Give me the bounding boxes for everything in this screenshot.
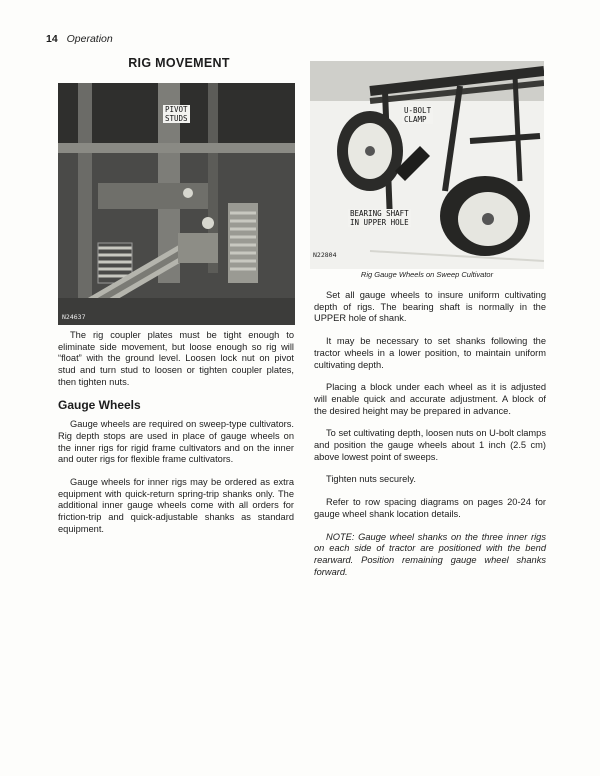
photo-caption: Rig Gauge Wheels on Sweep Cultivator <box>360 270 494 279</box>
left-photo-number: N24637 <box>62 313 86 321</box>
page-number: 14 <box>46 33 58 45</box>
paragraph: Placing a block under each wheel as it is adjusted will enable quick and accurate adjustment. A block of the desired height may be prepared in advance. <box>314 382 546 416</box>
page-header <box>46 33 113 45</box>
paragraph: Refer to row spacing diagrams on pages 20-24 for gauge wheel shank location details. <box>314 497 546 519</box>
bearing-shaft-callout: BEARING SHAFT IN UPPER HOLE <box>350 209 409 227</box>
right-column <box>314 290 546 589</box>
paragraph: Gauge wheels for inner rigs may be ordered as extra equipment with quick-return spring-trip shanks only. The additional inner gauge wheels come with all orders for friction-trip and quick-adjustable shanks as standard equipment. <box>58 477 294 534</box>
u-bolt-clamp-callout: U-BOLT CLAMP <box>404 106 432 124</box>
subheading: Gauge Wheels <box>58 397 141 412</box>
note-paragraph: NOTE: Gauge wheel shanks on the three inner rigs on each side of tractor are positioned with the bend rearward. Position remaining gauge wheel shanks forward. <box>314 531 546 577</box>
paragraph: Gauge wheels are required on sweep-type cultivators. Rig depth stops are used in place of gauge wheels on the inner rigs for rigid frame cultivators and on the inner and outer rigs for flexible frame cultivators. <box>58 419 294 465</box>
paragraph: The rig coupler plates must be tight enough to eliminate side movement, but loose enough so rig will “float” with the ground level. Loosen lock nut on pivot stud and turn stud to loosen or tighten coupler plates, then tighten nuts. <box>58 330 294 387</box>
gauge-wheel-photo <box>310 61 544 269</box>
left-column <box>58 330 294 547</box>
section-title: RIG MOVEMENT <box>128 56 230 70</box>
paragraph: To set cultivating depth, loosen nuts on U-bolt clamps and position the gauge wheels about 1 inch (2.5 cm) above lowest point of sweeps. <box>314 428 546 462</box>
paragraph: Tighten nuts securely. <box>326 474 416 485</box>
paragraph: Set all gauge wheels to insure uniform cultivating depth of rigs. The bearing shaft is normally in the UPPER hole of shank. <box>314 290 546 324</box>
section-name: Operation <box>66 33 113 45</box>
right-photo-number: N22804 <box>313 251 337 259</box>
paragraph: It may be necessary to set shanks following the tractor wheels in a lower position, to maintain uniform cultivating depth. <box>314 336 546 370</box>
pivot-studs-callout: PIVOT STUDS <box>165 105 188 123</box>
